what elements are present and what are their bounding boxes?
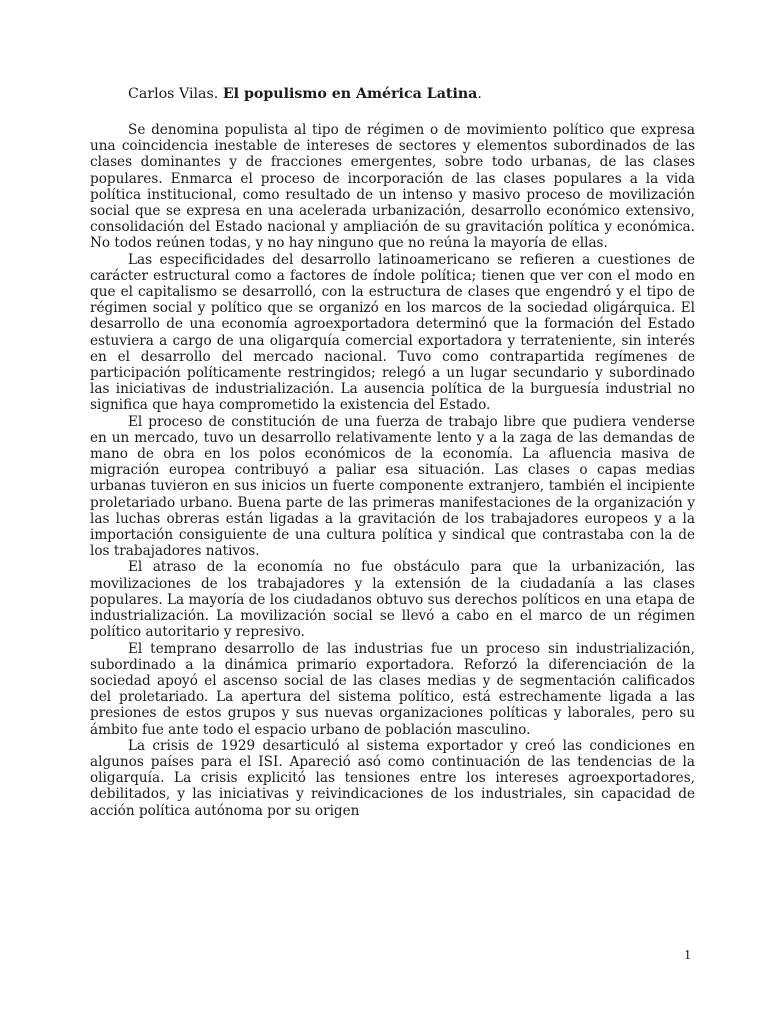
paragraph-1: Se denomina populista al tipo de régimen o de movimiento político que expresa una coincidencia inestable de intereses de sectores y elementos subordinados de las clases dominantes y de fracciones emergentes, sobre todo urbanas, de las clases populares. Enmarca el proceso de incorporación de las clases populares a la vida política institucional, como resultado de un intenso y masivo proceso de movilización social que se expresa en una acelerada urbanización, desarrollo económico extensivo, consolidación del Estado nacional y ampliación de su gravitación política y económica. No todos reúnen todas, y no hay ninguno que no reúna la mayoría de ellas. [90,122,695,252]
paragraph-5: El temprano desarrollo de las industrias fue un proceso sin industrialización, subordinado a la dinámica primario exportadora. Reforzó la diferenciación de la sociedad apoyó el ascenso social de las clases medias y de segmentación calificados del proletariado. La apertura del sistema político, está estrechamente ligada a las presiones de estos grupos y sus nuevas organizaciones políticas y laborales, pero su ámbito fue ante todo el espacio urbano de población masculino. [90,640,695,738]
page-number: 1 [684,948,691,963]
document-heading [90,86,695,103]
work-title: El populismo en América Latina [222,86,478,102]
paragraph-3: El proceso de constitución de una fuerza de trabajo libre que pudiera venderse en un mercado, tuvo un desarrollo relativamente lento y a la zaga de las demandas de mano de obra en los polos económicos de la economía. La afluencia masiva de migración europea contribuyó a paliar esa situación. Las clases o capas medias urbanas tuvieron en sus inicios un fuerte componente extranjero, también el incipiente proletariado urbano. Buena parte de las primeras manifestaciones de la organización y las luchas obreras están ligadas a la gravitación de los trabajadores europeos y a la importación consiguiente de una cultura política y sindical que contrastaba con la de los trabajadores nativos. [90,413,695,560]
title-period: . [477,86,482,102]
document-body [90,86,695,819]
paragraph-2: Las especificidades del desarrollo latinoamericano se refieren a cuestiones de carácter estructural como a factores de índole política; tienen que ver con el modo en que el capitalismo se desarrolló, con la estructura de clases que engendró y el tipo de régimen social y político que se organizó en los marcos de la sociedad oligárquica. El desarrollo de una economía agroexportadora determinó que la formación del Estado estuviera a cargo de una oligarquía comercial exportadora y terrateniente, sin interés en el desarrollo del mercado nacional. Tuvo como contrapartida regímenes de participación políticamente restringidos; relegó a un lugar secundario y subordinado las iniciativas de industrialización. La ausencia política de la burguesía industrial no significa que haya comprometido la existencia del Estado. [90,251,695,414]
paragraph-6: La crisis de 1929 desarticuló al sistema exportador y creó las condiciones en algunos países para el ISI. Apareció asó como continuación de las tendencias de la oligarquía. La crisis explicitó las tensiones entre los intereses agroexportadores, debilitados, y las iniciativas y reivindicaciones de los industriales, sin capacidad de acción política autónoma por su origen [90,737,695,819]
author-name: Carlos Vilas. [128,86,219,102]
paragraph-4: El atraso de la economía no fue obstáculo para que la urbanización, las movilizaciones de los trabajadores y la extensión de la ciudadanía a las clases populares. La mayoría de los ciudadanos obtuvo sus derechos políticos en una etapa de industrialización. La movilización social se llevó a cabo en el marco de un régimen político autoritario y represivo. [90,559,695,641]
